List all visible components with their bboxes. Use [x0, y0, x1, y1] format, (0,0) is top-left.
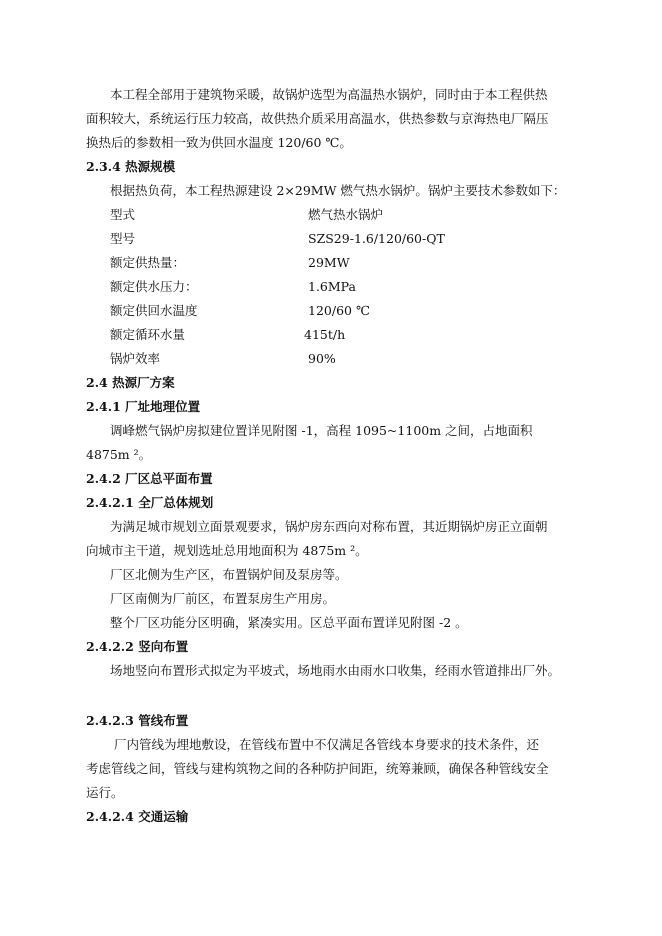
param-value: 120/60 ℃	[308, 303, 370, 318]
pipeline-line-1: 厂内管线为埋地敷设，在管线布置中不仅满足各管线本身要求的技术条件，还	[114, 737, 540, 752]
param-label: 型式	[110, 207, 136, 222]
heading-2-4-1: 2.4.1 厂址地理位置	[86, 399, 201, 414]
heading-2-4-2-2: 2.4.2.2 竖向布置	[86, 639, 189, 654]
param-value: 90%	[308, 351, 336, 366]
heading-2-4-2-4: 2.4.2.4 交通运输	[86, 809, 189, 824]
site-line-2: 4875m ²。	[86, 447, 152, 462]
intro-line-1: 本工程全部用于建筑物采暖，故锅炉选型为高温热水锅炉，同时由于本工程供热	[110, 87, 548, 102]
param-label: 额定循环水量	[110, 327, 186, 342]
heading-2-4-2: 2.4.2 厂区总平面布置	[86, 471, 213, 486]
heading-2-4-2-1: 2.4.2.1 全厂总体规划	[86, 495, 214, 510]
heading-2-4: 2.4 热源厂方案	[86, 375, 175, 390]
param-label: 锅炉效率	[110, 351, 161, 366]
intro-line-2: 面积较大，系统运行压力较高，故供热介质采用高温水，供热参数与京海热电厂隔压	[86, 111, 549, 126]
param-value: SZS29-1.6/120/60-QT	[308, 231, 445, 246]
planning-line-3: 厂区北侧为生产区，布置锅炉间及泵房等。	[110, 567, 348, 582]
planning-line-2: 向城市主干道，规划选址总用地面积为 4875m ²。	[86, 543, 368, 558]
param-value: 1.6MPa	[308, 279, 356, 294]
param-label: 额定供回水温度	[110, 303, 198, 318]
planning-line-4: 厂区南侧为厂前区，布置泵房生产用房。	[110, 591, 336, 606]
heat-source-paragraph: 根据热负荷，本工程热源建设 2×29MW 燃气热水锅炉。锅炉主要技术参数如下：	[110, 183, 566, 198]
param-value: 燃气热水锅炉	[308, 207, 384, 222]
site-line-1: 调峰燃气锅炉房拟建位置详见附图 -1，高程 1095~1100m 之间，占地面积	[110, 423, 533, 438]
planning-line-5: 整个厂区功能分区明确，紧凑实用。区总平面布置详见附图 -2 。	[110, 615, 468, 630]
param-value: 29MW	[308, 255, 350, 270]
heading-2-4-2-3: 2.4.2.3 管线布置	[86, 713, 189, 728]
heading-2-3-4: 2.3.4 热源规模	[86, 159, 176, 174]
planning-line-1: 为满足城市规划立面景观要求，锅炉房东西向对称布置，其近期锅炉房正立面朝	[110, 519, 548, 534]
intro-line-3: 换热后的参数相一致为供回水温度 120/60 ℃。	[86, 135, 352, 150]
param-value: 415t/h	[304, 327, 346, 342]
vertical-layout-line-1: 场地竖向布置形式拟定为平坡式，场地雨水由雨水口收集，经雨水管道排出厂外。	[110, 663, 561, 678]
param-label: 额定供热量：	[110, 255, 186, 270]
pipeline-line-2: 考虑管线之间，管线与建构筑物之间的各种防护间距，统筹兼顾，确保各种管线安全	[86, 761, 549, 776]
pipeline-line-3: 运行。	[86, 785, 124, 800]
param-label: 额定供水压力：	[110, 279, 198, 294]
param-label: 型号	[110, 231, 136, 246]
